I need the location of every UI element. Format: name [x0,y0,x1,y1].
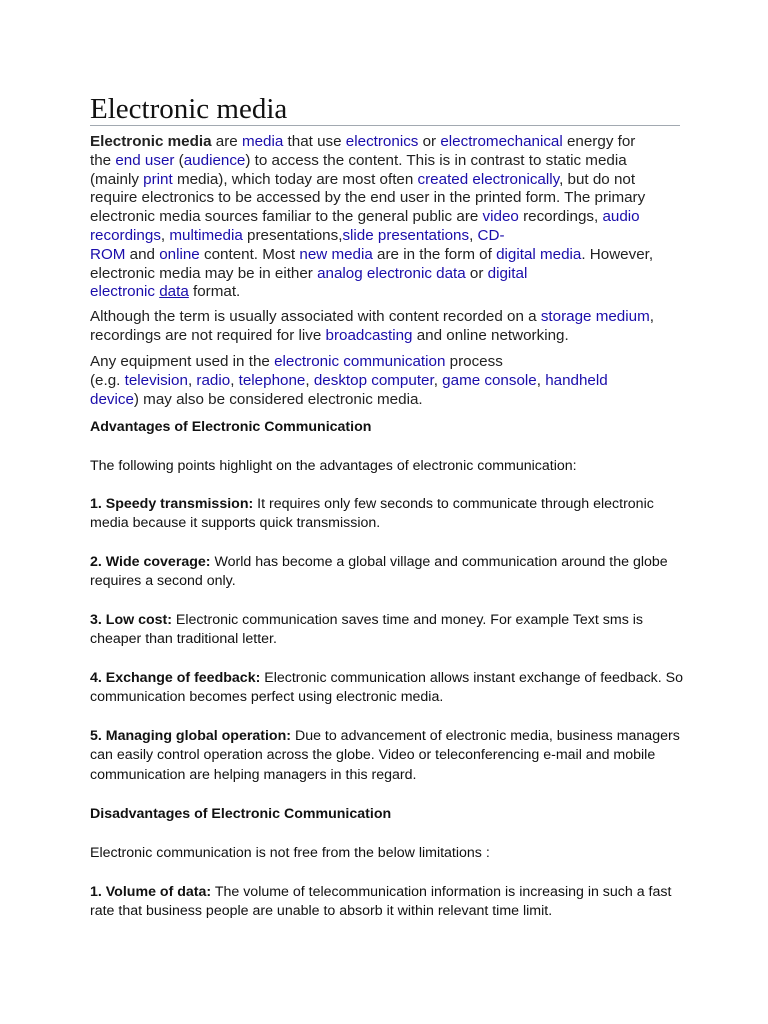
advantage-item-2 [90,553,690,592]
link-analog-electronic-data[interactable]: analog electronic data [317,264,466,282]
paragraph-1: Electronic media are media that use electronics or electromechanical energy for the end user (audience) to access the content. This is in contrast to static media (mainly print media), which today are most often created electronically, but do not require electronics to be accessed by the end user in the printed form. The primary electronic media sources familiar to the general public are video recordings, audio recordings, multimedia presentations,slide presentations, CD- ROM and online content. Most new media are in the form of digital media. However, electronic media may be in either analog electronic data or digital electronic data format. [90,133,654,301]
link-video[interactable]: video [482,208,519,226]
disadvantages-heading-block [90,805,690,824]
advantage-label: 4. Exchange of feedback: [90,670,261,686]
advantage-label: 1. Speedy transmission: [90,496,254,512]
advantages-intro: The following points highlight on the advantages of electronic communication: [90,458,577,474]
link-storage-medium[interactable]: storage medium [540,308,650,325]
advantage-item-3 [90,611,690,650]
page-title: Electronic media [90,93,288,125]
link-data[interactable]: data [159,283,189,301]
advantages-heading: Advantages of Electronic Communication [90,419,372,435]
term-bold: Electronic media [90,133,212,150]
link-media[interactable]: media [241,133,284,150]
link-online[interactable]: online [159,245,200,263]
link-electronics[interactable]: electronics [345,133,419,150]
advantage-label: 2. Wide coverage: [90,554,211,570]
paragraph-2: Although the term is usually associated with content recorded on a storage medium, recordings are not required for live broadcasting and online networking. [90,308,654,344]
link-print[interactable]: print [143,170,173,188]
link-audience[interactable]: audience [183,151,246,169]
link-digital-media[interactable]: digital media [496,245,582,263]
link-digital-electronic[interactable]: digital electronic [90,264,528,301]
advantage-label: 5. Managing global operation: [90,728,291,744]
advantage-item-1 [90,495,690,534]
link-electronic-communication[interactable]: electronic communication [274,353,446,370]
link-cd-rom[interactable]: CD- ROM [90,226,505,263]
disadvantage-text: The volume of telecommunication information is increasing in such a fast rate that business people are unable to absorb it within relevant time limit. [90,884,672,920]
storage-paragraph [90,308,690,346]
link-game-console[interactable]: game console [442,371,537,389]
link-telephone[interactable]: telephone [238,371,306,389]
advantage-item-4 [90,669,690,708]
link-end-user[interactable]: end user [115,151,175,169]
disadvantages-intro: Electronic communication is not free from the below limitations : [90,845,490,861]
advantage-text: World has become a global village and communication around the globe requires a second only. [90,554,668,590]
link-desktop-computer[interactable]: desktop computer [313,371,434,389]
advantage-text: It requires only few seconds to communicate through electronic media because it supports quick transmission. [90,496,654,532]
disadvantage-label: 1. Volume of data: [90,884,212,900]
link-created-electronically[interactable]: created electronically [417,170,560,188]
advantage-text: Electronic communication allows instant exchange of feedback. So communication becomes perfect using electronic media. [90,670,684,706]
advantage-label: 3. Low cost: [90,612,172,628]
disadvantage-item-1 [90,883,690,922]
intro-paragraph [90,133,690,302]
equipment-paragraph [90,353,690,409]
link-slide-presentations[interactable]: slide presentations [342,226,470,244]
link-audio-recordings[interactable]: audio recordings [90,208,640,244]
advantages-intro-block [90,457,690,476]
disadvantages-intro-block [90,844,690,863]
link-broadcasting[interactable]: broadcasting [325,326,413,344]
advantage-text: Due to advancement of electronic media, business managers can easily control operation across the globe. Video or teleconferencing e-mail and mobile communication are helping managers in this regard. [90,728,680,783]
link-multimedia[interactable]: multimedia [169,226,243,244]
link-radio[interactable]: radio [196,371,231,389]
link-television[interactable]: television [124,371,188,389]
link-handheld-device[interactable]: handheld device [90,371,608,408]
disadvantages-heading: Disadvantages of Electronic Communication [90,806,392,822]
paragraph-3: Any equipment used in the electronic communication process (e.g. television, radio, telephone, desktop computer, game console, handheld device) may also be considered electronic media. [90,353,608,408]
advantage-text: Electronic communication saves time and money. For example Text sms is cheaper than traditional letter. [90,612,643,648]
title-divider [90,125,680,126]
advantages-heading-block [90,418,690,437]
link-new-media[interactable]: new media [299,245,373,263]
advantage-item-5 [90,727,690,785]
link-electromechanical[interactable]: electromechanical [440,133,563,150]
